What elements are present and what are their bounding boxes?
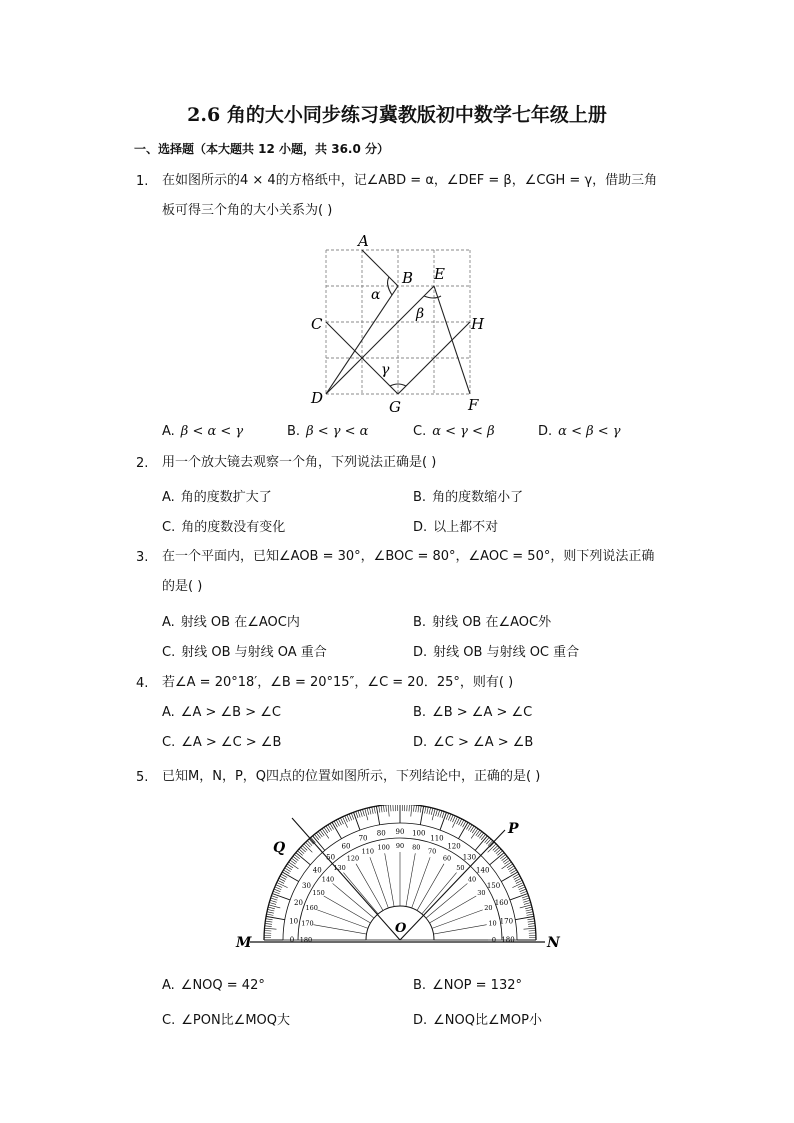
- question-text: 在一个平面内，已知∠AOB = 30°，∠BOC = 80°，∠AOC = 50°，则下列说法正确 的是( ): [162, 549, 655, 594]
- label-C: C: [311, 315, 323, 333]
- scale-numeral-inner: 70: [428, 847, 437, 856]
- scale-tick: [265, 921, 272, 922]
- scale-numeral-outer: 90: [395, 828, 405, 836]
- label-B: B: [402, 269, 414, 287]
- scale-tick: [442, 811, 444, 818]
- scale-tick: [270, 900, 277, 902]
- question-number: 4.: [136, 676, 149, 691]
- scale-numeral-inner: 100: [377, 843, 390, 852]
- scale-numeral-inner: 180: [299, 936, 313, 944]
- page-title: 2.6 角的大小同步练习冀教版初中数学七年级上册: [187, 104, 607, 126]
- scale-tick: [345, 816, 348, 822]
- scale-tick: [413, 805, 414, 812]
- scale-tick: [273, 891, 280, 894]
- scale-ray: [313, 925, 366, 934]
- scale-tick: [528, 926, 535, 927]
- scale-numeral-inner: 120: [346, 854, 360, 863]
- scale-tick: [450, 815, 453, 821]
- scale-tick: [501, 872, 517, 882]
- scale-tick: [527, 919, 534, 920]
- scale-tick: [277, 883, 288, 888]
- scale-tick: [289, 862, 299, 869]
- option-d[interactable]: D. ∠C > ∠A > ∠B: [413, 735, 534, 750]
- scale-tick: [448, 814, 451, 820]
- scale-tick: [279, 878, 285, 881]
- label-E: E: [434, 265, 445, 283]
- scale-tick: [275, 887, 281, 890]
- scale-tick: [340, 818, 343, 824]
- scale-tick: [523, 898, 530, 900]
- label-M: M: [236, 935, 252, 951]
- scale-ray: [412, 857, 430, 908]
- option-c[interactable]: C. ∠PON比∠MOQ大: [162, 1013, 291, 1028]
- scale-numeral-outer: 170: [499, 917, 514, 926]
- scale-tick: [471, 829, 478, 839]
- option-a[interactable]: A. β < α < γ: [162, 424, 244, 439]
- scale-numeral-inner: 160: [305, 903, 318, 912]
- option-a[interactable]: A. ∠NOQ = 42°: [162, 978, 265, 993]
- scale-tick: [267, 912, 274, 913]
- scale-tick: [526, 912, 533, 913]
- scale-numeral-inner: 170: [301, 919, 314, 928]
- option-d[interactable]: D. ∠NOQ比∠MOP小: [413, 1013, 542, 1028]
- scale-tick: [296, 853, 311, 865]
- scale-tick: [267, 909, 274, 911]
- scale-numeral-outer: 130: [462, 853, 477, 862]
- scale-ray: [406, 853, 415, 906]
- scale-tick: [512, 883, 523, 888]
- option-a[interactable]: A. ∠A > ∠B > ∠C: [162, 705, 281, 720]
- label-alpha: α: [371, 287, 381, 303]
- scale-tick: [267, 914, 274, 915]
- scale-numeral-inner: 50: [456, 863, 465, 872]
- scale-tick: [459, 819, 462, 825]
- scale-tick: [349, 814, 352, 820]
- scale-numeral-outer: 40: [312, 866, 322, 875]
- option-d[interactable]: D. 以上都不对: [413, 520, 499, 535]
- scale-numeral-outer: 180: [501, 936, 515, 944]
- option-b[interactable]: B. 射线 OB 在∠AOC外: [413, 615, 552, 630]
- option-b[interactable]: B. 角的度数缩小了: [413, 490, 524, 505]
- scale-tick: [358, 811, 360, 818]
- scale-tick: [367, 808, 369, 815]
- scale-tick: [278, 880, 284, 883]
- scale-tick: [457, 818, 460, 824]
- scale-tick: [528, 923, 535, 924]
- scale-numeral-inner: 40: [467, 875, 477, 884]
- label-P: P: [508, 821, 519, 837]
- label-gamma: γ: [381, 362, 390, 378]
- label-O: O: [395, 921, 407, 936]
- scale-numeral-outer: 150: [486, 882, 501, 890]
- scale-tick: [268, 907, 275, 909]
- scale-ray: [370, 857, 388, 908]
- question-text: 已知M，N，P，Q四点的位置如图所示，下列结论中，正确的是( ): [162, 769, 541, 784]
- option-c[interactable]: C. α < γ < β: [413, 424, 495, 439]
- option-a[interactable]: A. 角的度数扩大了: [162, 490, 272, 505]
- scale-tick: [523, 900, 530, 902]
- section-heading: 一、选择题（本大题共 12 小题，共 36.0 分）: [134, 142, 390, 156]
- option-b[interactable]: B. ∠B > ∠A > ∠C: [413, 705, 533, 720]
- scale-numeral-inner: 90: [395, 842, 405, 850]
- scale-numeral-inner: 10: [488, 919, 497, 928]
- scale-tick: [274, 889, 280, 892]
- scale-tick: [427, 807, 428, 814]
- scale-numeral-outer: 160: [494, 899, 509, 908]
- scale-numeral-inner: 140: [321, 875, 335, 884]
- scale-tick: [431, 808, 433, 815]
- scale-tick: [527, 914, 534, 915]
- scale-tick: [388, 805, 389, 816]
- scale-tick: [363, 809, 365, 816]
- scale-tick: [416, 805, 417, 812]
- option-c[interactable]: C. 射线 OB 与射线 OA 重合: [162, 645, 327, 660]
- scale-tick: [338, 819, 341, 825]
- scale-tick: [452, 817, 457, 828]
- scale-tick: [528, 921, 535, 922]
- scale-tick: [265, 923, 272, 924]
- option-a[interactable]: A. 射线 OB 在∠AOC内: [162, 615, 300, 630]
- scale-tick: [381, 805, 382, 812]
- scale-numeral-outer: 110: [430, 834, 444, 843]
- scale-tick: [386, 805, 387, 812]
- scale-tick: [332, 822, 342, 838]
- scale-numeral-outer: 20: [294, 899, 303, 908]
- scale-tick: [372, 807, 373, 814]
- scale-tick: [519, 887, 525, 890]
- scale-tick: [429, 807, 431, 814]
- protractor-figure: [230, 805, 570, 960]
- scale-tick: [459, 822, 469, 838]
- scale-ray: [317, 910, 368, 928]
- label-F: F: [468, 396, 479, 414]
- scale-numeral-inner: 150: [312, 889, 325, 897]
- label-N: N: [547, 935, 560, 951]
- scale-tick: [265, 926, 272, 927]
- scale-tick: [475, 836, 487, 851]
- question-number: 5.: [136, 770, 149, 785]
- scale-tick: [524, 903, 531, 905]
- scale-tick: [347, 815, 350, 821]
- option-d[interactable]: D. 射线 OB 与射线 OC 重合: [413, 645, 580, 660]
- scale-tick: [282, 872, 298, 882]
- question-number: 3.: [136, 550, 149, 565]
- grid-figure: [300, 228, 500, 418]
- scale-tick: [440, 811, 442, 818]
- scale-numeral-outer: 50: [326, 853, 336, 862]
- scale-numeral-inner: 130: [333, 863, 346, 872]
- question-text: 若∠A = 20°18′，∠B = 20°15″，∠C = 20．25°，则有( ): [162, 675, 514, 690]
- scale-tick: [356, 811, 358, 818]
- scale-numeral-inner: 60: [442, 854, 452, 863]
- scale-tick: [515, 878, 521, 881]
- scale-numeral-outer: 70: [358, 834, 368, 843]
- scale-tick: [518, 885, 524, 888]
- scale-tick: [269, 903, 276, 905]
- label-G: G: [389, 398, 401, 416]
- scale-numeral-outer: 10: [289, 917, 299, 926]
- scale-numeral-inner: 20: [484, 903, 493, 912]
- scale-tick: [351, 813, 354, 820]
- scale-ray: [432, 910, 483, 928]
- scale-tick: [266, 919, 273, 920]
- scale-tick: [383, 805, 384, 812]
- scale-tick: [522, 896, 529, 898]
- scale-ray: [385, 853, 394, 906]
- scale-tick: [446, 813, 449, 820]
- scale-tick: [490, 853, 505, 865]
- scale-tick: [526, 909, 533, 911]
- label-H: H: [471, 315, 485, 333]
- scale-tick: [271, 896, 278, 898]
- scale-tick: [438, 810, 440, 817]
- scale-ray: [433, 925, 486, 934]
- option-c[interactable]: C. ∠A > ∠C > ∠B: [162, 735, 282, 750]
- question-text: 在如图所示的4 × 4的方格纸中，记∠ABD = α，∠DEF = β，∠CGH = γ，借助三角 板可得三个角的大小关系为( ): [162, 173, 658, 218]
- scale-tick: [411, 805, 412, 816]
- label-beta: β: [416, 306, 425, 322]
- scale-numeral-outer: 60: [341, 842, 351, 851]
- scale-numeral-outer: 80: [376, 829, 386, 838]
- scale-numeral-inner: 30: [477, 889, 486, 897]
- scale-tick: [452, 816, 455, 822]
- question-text: 用一个放大镜去观察一个角，下列说法正确是( ): [162, 455, 437, 470]
- scale-tick: [360, 810, 362, 817]
- scale-tick: [425, 807, 426, 814]
- scale-numeral-inner: 110: [361, 847, 375, 856]
- scale-tick: [520, 891, 527, 894]
- option-b[interactable]: B. β < γ < α: [287, 424, 369, 439]
- scale-tick: [418, 805, 419, 812]
- option-c[interactable]: C. 角的度数没有变化: [162, 520, 286, 535]
- question-number: 1.: [136, 174, 149, 189]
- label-D: D: [311, 389, 324, 407]
- scale-numeral-inner: 80: [412, 843, 421, 852]
- scale-tick: [420, 806, 421, 813]
- scale-tick: [343, 817, 348, 828]
- scale-numeral-outer: 100: [412, 829, 426, 838]
- option-b[interactable]: B. ∠NOP = 132°: [413, 978, 522, 993]
- scale-tick: [524, 928, 536, 929]
- scale-tick: [436, 809, 438, 816]
- scale-numeral-outer: 140: [476, 866, 490, 875]
- question-number: 2.: [136, 456, 149, 471]
- scale-numeral-outer: 0: [289, 936, 295, 944]
- scale-tick: [271, 898, 278, 900]
- option-d[interactable]: D. α < β < γ: [538, 424, 621, 439]
- scale-tick: [369, 807, 371, 814]
- scale-tick: [502, 862, 512, 869]
- label-Q: Q: [273, 840, 286, 856]
- scale-tick: [516, 880, 522, 883]
- scale-tick: [374, 807, 375, 814]
- scale-tick: [276, 885, 282, 888]
- scale-numeral-outer: 30: [302, 882, 311, 890]
- scale-numeral-inner: 0: [491, 936, 497, 944]
- scale-numeral-outer: 120: [447, 842, 461, 851]
- scale-tick: [379, 806, 380, 813]
- scale-tick: [525, 907, 532, 909]
- scale-tick: [322, 829, 329, 839]
- label-A: A: [358, 232, 369, 250]
- scale-tick: [265, 928, 277, 929]
- scale-tick: [520, 889, 526, 892]
